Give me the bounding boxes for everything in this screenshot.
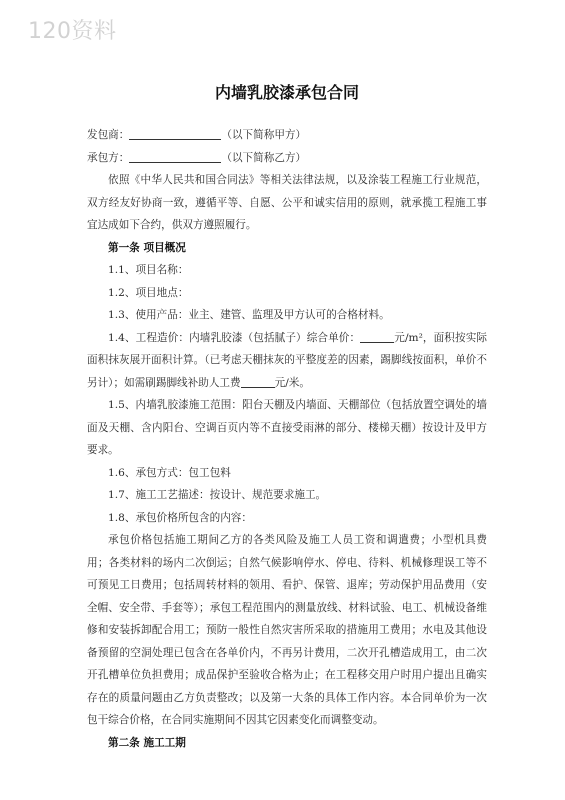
item-1-2: 1.2、项目地点： [108, 286, 189, 299]
party-a-suffix: （以下简称甲方） [221, 129, 307, 141]
item-1-7: 1.7、施工工艺描述：按设计、规范要求施工。 [108, 489, 327, 501]
item-1-1: 1.1、项目名称： [108, 264, 189, 276]
item-1-6: 1.6、承包方式：包工包料 [108, 466, 231, 479]
party-a-line [87, 124, 487, 147]
item-1-8: 1.8、承包价格所包含的内容： [108, 511, 252, 524]
item-1-4-part-b: 元/m²，面积按实际面积抹灰展开面积计算。（已考虑天棚抹灰的平整度差的因素，踢脚线按面积，单价不另计）；如需刷踢脚线补助人工费 [87, 331, 487, 389]
article-2-heading: 第二条 施工工期 [108, 736, 186, 749]
document-body [87, 124, 487, 754]
item-1-4-part-a: 1.4、工程造价：内墙乳胶漆（包括腻子）综合单价： [108, 331, 361, 344]
party-b-blank [129, 150, 221, 163]
item-1-4 [87, 327, 487, 395]
item-1-8-body: 承包价格包括施工期间乙方的各类风险及施工人员工资和调遣费；小型机具费用；各类材料的场内二次倒运；自然气候影响停水、停电、待料、机械修理误工等不可预见工日费用；包括周转材料的领用、看护、保管、退库；劳动保护用品费用（安全帽、安全带、手套等）；承包工程范围内的测量放线、材料试验、电工、机械设备维修和安装拆卸配合用工；预防一般性自然灾害所采取的措施用工费用；水电及其他设备预留的空洞处理已包含在各单价内，不再另计费用，二次开孔槽造成用工，由二次开孔槽单位负担费用；成品保护至验收合格为止；在工程移交用户时用户提出且确实存在的质量问题由乙方负责整改；以及第一大条的具体工作内容。本合同单价为一次包干综合价格，在合同实施期间不因其它因素变化而调整变动。 [87, 534, 487, 726]
article-1-heading: 第一条 项目概况 [108, 241, 186, 254]
skirting-fee-blank [241, 375, 275, 388]
party-b-line [87, 147, 487, 170]
party-a-blank [129, 127, 221, 140]
party-a-label: 发包商： [87, 129, 130, 141]
item-1-3: 1.3、使用产品：业主、建管、监理及甲方认可的合格材料。 [108, 309, 390, 321]
intro-paragraph: 依照《中华人民共和国合同法》等相关法律法规，以及涂装工程施工行业规范，双方经友好协商一致，遵循平等、自愿、公平和诚实信用的原则，就承揽工程施工事宜达成如下合约，供双方遵照履行。 [87, 174, 487, 231]
item-1-5: 1.5、内墙乳胶漆施工范围：阳台天棚及内墙面、天棚部位（包括放置空调处的墙面及天棚、含内阳台、空调百页内等不直接受雨淋的部分、楼梯天棚）按设计及甲方要求。 [87, 399, 487, 456]
watermark: 120资料 [28, 19, 117, 44]
party-b-label: 承包方： [87, 151, 130, 164]
party-b-suffix: （以下简称乙方） [221, 151, 307, 164]
document-title: 内墙乳胶漆承包合同 [214, 83, 359, 102]
unit-price-blank [360, 330, 394, 343]
item-1-4-part-c: 元/米。 [274, 376, 310, 389]
